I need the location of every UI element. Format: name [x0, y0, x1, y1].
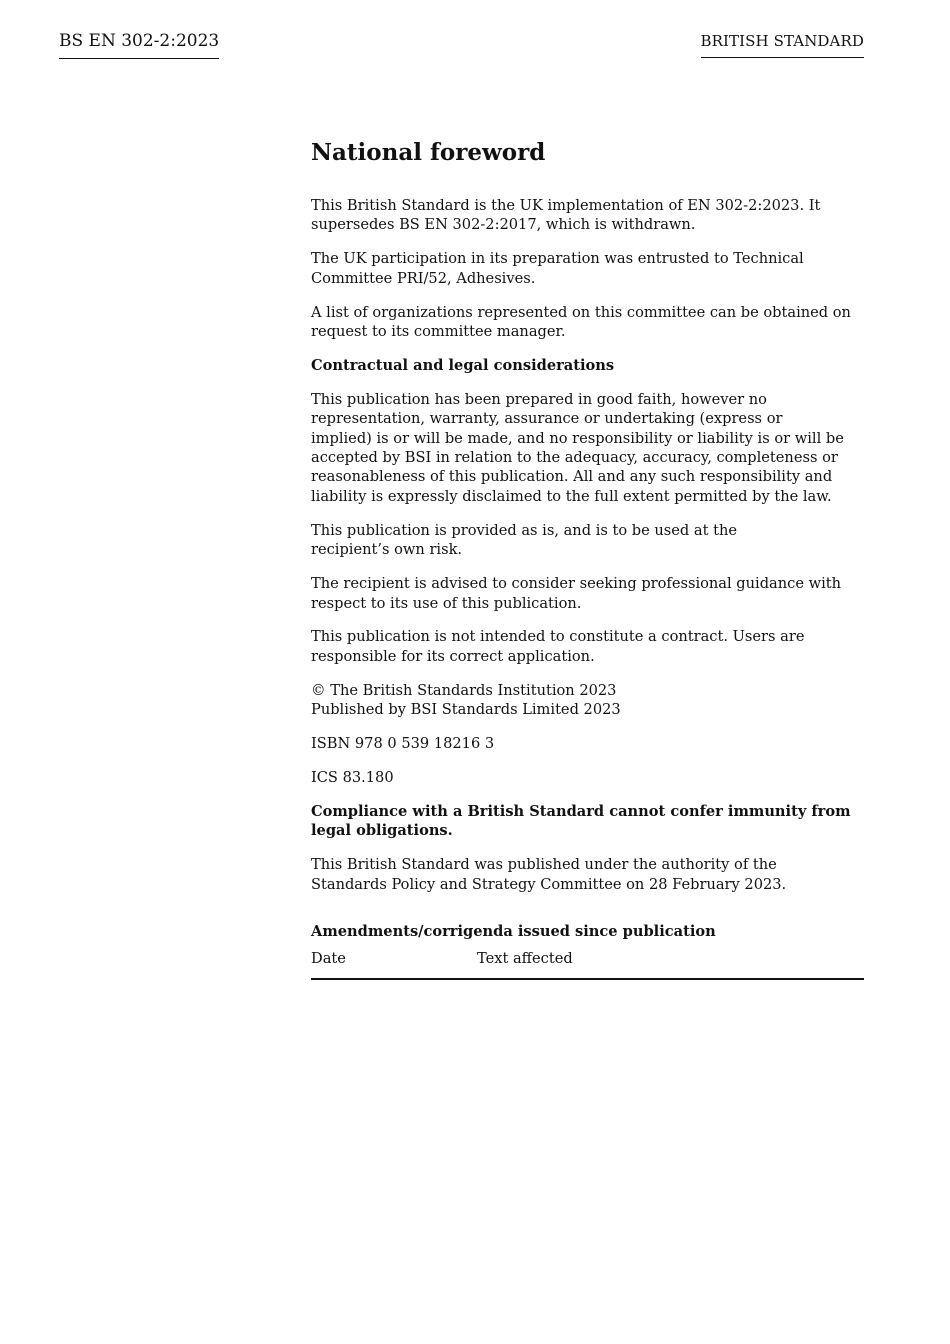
text-line: legal obligations. [311, 822, 453, 840]
text-line: A list of organizations represented on this committee can be obtained on [311, 303, 851, 321]
text-line: accepted by BSI in relation to the adequacy, accuracy, completeness or [311, 449, 838, 467]
document-identifier: BS EN 302-2:2023 [59, 30, 219, 59]
compliance-statement [311, 802, 864, 841]
copyright-paragraph [311, 681, 864, 720]
text-line: recipient’s own risk. [311, 541, 463, 559]
text-line: This publication is not intended to constitute a contract. Users are [311, 628, 805, 646]
publisher-line: Published by BSI Standards Limited 2023 [311, 701, 621, 719]
text-line: This publication has been prepared in good faith, however no [311, 390, 767, 408]
text-line: The UK participation in its preparation was entrusted to Technical [311, 250, 804, 268]
guidance-paragraph [311, 574, 864, 613]
organizations-paragraph [311, 303, 864, 342]
foreword-content [311, 137, 864, 980]
text-line: Compliance with a British Standard cannot confer immunity from [311, 802, 851, 820]
text-line: request to its committee manager. [311, 323, 566, 341]
text-line: This British Standard was published under the authority of the [311, 856, 777, 874]
text-line: This publication is provided as is, and is to be used at the [311, 521, 738, 539]
page-title: National foreword [311, 139, 546, 166]
document-series-label: BRITISH STANDARD [701, 31, 865, 58]
text-line: liability is expressly disclaimed to the full extent permitted by the law. [311, 487, 832, 505]
contract-paragraph [311, 627, 864, 666]
text-line: reasonableness of this publication. All and any such responsibility and [311, 468, 833, 486]
authority-paragraph [311, 855, 864, 894]
copyright-line: © The British Standards Institution 2023 [311, 681, 617, 699]
amendments-table [311, 949, 864, 979]
isbn: ISBN 978 0 539 18216 3 [311, 735, 495, 753]
text-line: The recipient is advised to consider seeking professional guidance with [311, 575, 842, 593]
text-line: This British Standard is the UK implementation of EN 302-2:2023. It [311, 197, 821, 214]
page-header [59, 30, 864, 60]
amendments-column-date: Date [311, 950, 346, 968]
text-line: Standards Policy and Strategy Committee on 28 February 2023. [311, 875, 787, 893]
text-line: Committee PRI/52, Adhesives. [311, 269, 536, 287]
implementation-paragraph [311, 196, 864, 235]
amendments-column-text-affected: Text affected [477, 950, 573, 968]
committee-paragraph [311, 249, 864, 288]
text-line: supersedes BS EN 302-2:2017, which is withdrawn. [311, 216, 696, 234]
good-faith-paragraph [311, 390, 864, 506]
text-line: implied) is or will be made, and no responsibility or liability is or will be [311, 429, 844, 447]
legal-heading: Contractual and legal considerations [311, 356, 615, 374]
amendments-title: Amendments/corrigenda issued since publication [311, 922, 716, 940]
ics-code: ICS 83.180 [311, 768, 394, 786]
text-line: respect to its use of this publication. [311, 594, 582, 612]
risk-paragraph [311, 521, 864, 560]
text-line: responsible for its correct application. [311, 647, 595, 665]
text-line: representation, warranty, assurance or undertaking (express or [311, 410, 783, 428]
